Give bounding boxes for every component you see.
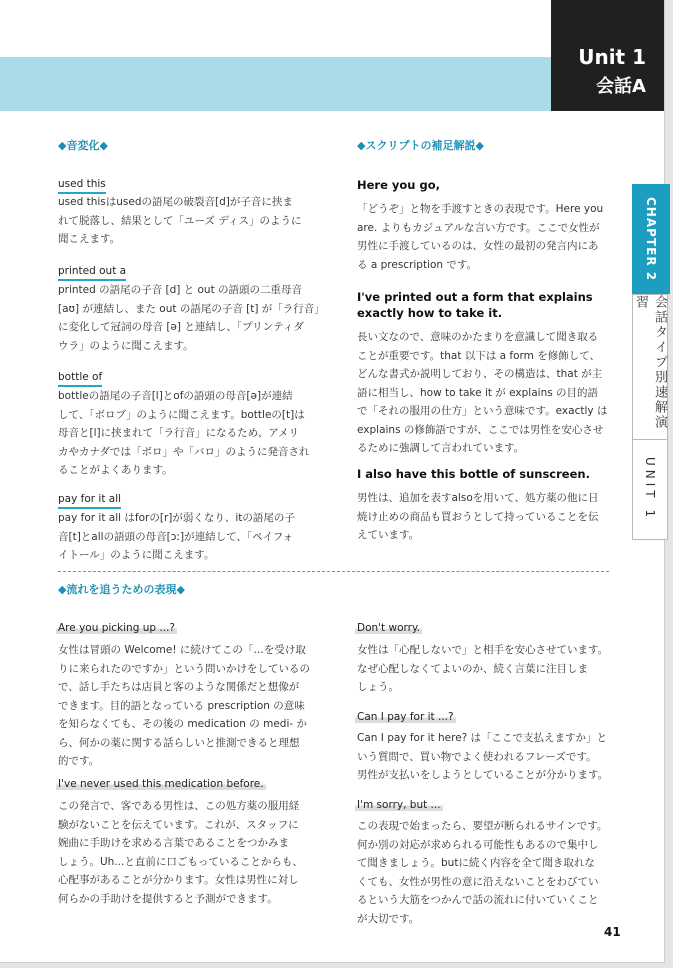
section-type-tab[interactable]: 会話タイプ別速解演習 <box>632 294 668 440</box>
script-note-heading: Here you go, <box>357 178 440 192</box>
flow-explanation: Can I pay for it here? は「ここで支払えますか」と いう質問で、買い物でよく使われるフレーズです。 男性が支払いをしようとしていることが分かります。 <box>357 732 609 781</box>
flow-explanation: この発言で、客である男性は、この処方薬の服用経 験がないことを伝えています。これが、スタッフに 婉曲に手助けを求める言葉であることをつかみま しょう。Uh...と直前に口ごもっていることからも、 心配事があることが分かります。女性は男性に対し 何らかの手助けを提供すると予測ができます。 <box>58 800 303 905</box>
phonetics-term: used this <box>58 178 106 194</box>
phonetics-term: pay for it all <box>58 493 121 509</box>
unit-tab[interactable]: UNIT 1 <box>632 440 668 540</box>
lesson-title: 会話A <box>596 76 646 97</box>
script-note-heading: I've printed out a form that explains exactly how to take it. <box>357 290 593 320</box>
script-note-explanation: 「どうぞ」と物を手渡すときの表現です。Here you are. よりもカジュアルな言い方です。ここで女性が 男性に手渡しているのは、女性の最初の発言内にあ る a prescription です。 <box>357 203 604 271</box>
script-note-heading: I also have this bottle of sunscreen. <box>357 467 590 481</box>
flow-term: I've never used this medication before. <box>58 778 264 790</box>
phonetics-explanation: pay for it all はforの[r]が弱くなり、itの語尾の子 音[t]とallの語頭の母音[ɔː]が連結して、「ペイフォ イトール」のように聞こえます。 <box>58 512 295 561</box>
flow-explanation: この表現で始まったら、要望が断られるサインです。 何か別の対応が求められる可能性もあるので集中し て聞きましょう。butに続く内容を全て聞き取れな くても、女性が男性の意に沿えないことをわびてい るという大筋をつかんで話の流れに付いていくこと が大切です。 <box>357 820 608 925</box>
phonetics-explanation: used thisはusedの語尾の破裂音[d]が子音に挟ま れて脱落し、結果として「ユーズ ディス」のように 聞こえます。 <box>58 196 302 245</box>
unit-header-box <box>551 0 664 111</box>
phonetics-explanation: bottleの語尾の子音[l]とofの語頭の母音[ə]が連結 して、「ボロブ」のように聞こえます。bottleの[t]は 母音と[l]に挟まれて「ラ行音」になるため、アメリ カやカナダでは「ボロ」や「バロ」のように発音され ることがよくあります。 <box>58 390 310 476</box>
flow-explanation: 女性は冒頭の Welcome! に続けてこの「…を受け取 りに来られたのですか」という問いかけをしているの で、話し手たちは店員と客のような関係だと想像が できます。目的語となっている prescription の意味 を知らなくても、その後の medication の medi- か ら、何かの薬に関する話らしいと推測できると理想 的です。 <box>58 644 310 767</box>
phonetics-explanation: printed の語尾の子音 [d] と out の語頭の二重母音 [aʊ] が連結し、また out の語尾の子音 [t] が「ラ行音」 に変化して冠詞の母音 [ə] と連結し、「プリンティダ ウラ」のように聞こえます。 <box>58 284 325 352</box>
chapter-tab[interactable]: CHAPTER 2 <box>632 184 670 294</box>
flow-section-title: ◆流れを追うための表現◆ <box>58 583 185 596</box>
flow-explanation: 女性は「心配しないで」と相手を安心させています。 なぜ心配しなくてよいのか、続く言葉に注目しま しょう。 <box>357 644 609 693</box>
flow-term: Are you picking up ...? <box>58 622 175 634</box>
flow-term: Can I pay for it ...? <box>357 711 454 723</box>
phonetics-term: bottle of <box>58 371 102 387</box>
script-note-explanation: 長い文なので、意味のかたまりを意識して聞き取る ことが重要です。that 以下は a form を修飾して、 どんな書式か説明しており、その構造は、that が主 語に相当し、how to take it が explains の目的語 で「それの服用の仕方」という意味です。exactly は explains の修飾語ですが、ここでは男性を安心させ るために強調して言われています。 <box>357 331 608 454</box>
phonetics-term: printed out a <box>58 265 126 281</box>
flow-term: Don't worry. <box>357 622 421 634</box>
script-notes-section-title: ◆スクリプトの補足解説◆ <box>357 139 484 152</box>
header-banner <box>0 57 551 111</box>
phonetics-section-title: ◆音変化◆ <box>58 139 108 152</box>
flow-term: I'm sorry, but ... <box>357 799 441 811</box>
section-divider <box>58 571 609 572</box>
page-number: 41 <box>604 925 621 939</box>
script-note-explanation: 男性は、追加を表すalsoを用いて、処方薬の他に日 焼け止めの商品も買おうとして持っていることを伝 えています。 <box>357 492 599 541</box>
unit-title: Unit 1 <box>578 45 646 69</box>
